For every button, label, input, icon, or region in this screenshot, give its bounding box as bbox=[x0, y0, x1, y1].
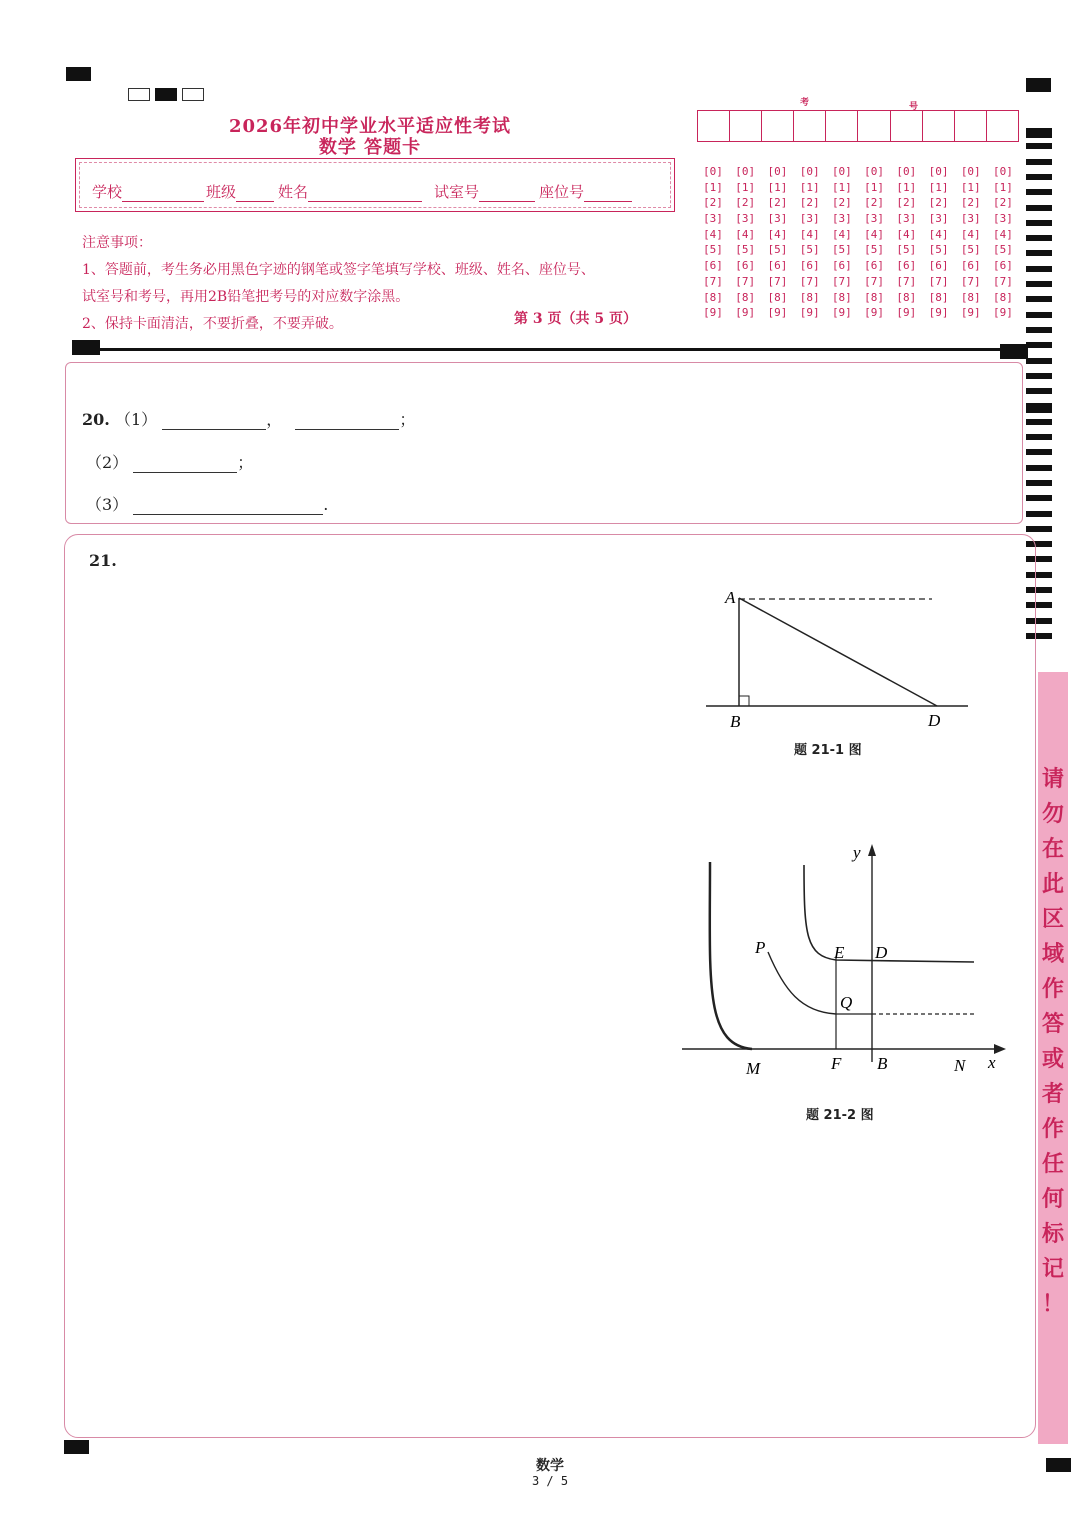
digit-bubble[interactable]: [5] bbox=[896, 243, 917, 257]
digit-bubble[interactable]: [5] bbox=[767, 243, 788, 257]
timing-mark bbox=[1026, 388, 1052, 394]
digit-bubble[interactable]: [2] bbox=[864, 196, 885, 210]
q20-p2-label: （2） bbox=[86, 453, 129, 472]
digit-bubble[interactable]: [1] bbox=[831, 180, 852, 194]
timing-mark bbox=[1026, 174, 1052, 180]
fig1-label-A: A bbox=[725, 588, 736, 607]
fig1-label-D: D bbox=[928, 711, 941, 730]
timing-mark bbox=[1026, 312, 1052, 318]
digit-bubble[interactable]: [2] bbox=[896, 196, 917, 210]
seat-field[interactable] bbox=[539, 181, 632, 202]
digit-bubble[interactable]: [8] bbox=[767, 290, 788, 304]
q20-p3-answer[interactable] bbox=[133, 498, 323, 515]
digit-bubble[interactable]: [6] bbox=[703, 259, 723, 273]
timing-mark bbox=[1026, 403, 1052, 413]
digit-bubble[interactable]: [5] bbox=[703, 243, 723, 257]
fig2-label-N: N bbox=[954, 1056, 966, 1075]
digit-bubble[interactable]: [4] bbox=[831, 227, 852, 241]
fig2-y-arrow bbox=[868, 844, 876, 856]
digit-bubble[interactable]: [8] bbox=[993, 290, 1013, 304]
fig2-curve-left bbox=[710, 862, 752, 1049]
fig2-label-Q: Q bbox=[840, 993, 853, 1012]
digit-bubble[interactable]: [5] bbox=[864, 243, 885, 257]
digit-bubble[interactable]: [0] bbox=[799, 165, 820, 178]
timing-mark bbox=[1026, 266, 1052, 272]
fig2-curve-upper bbox=[804, 865, 974, 962]
digit-bubble[interactable]: [1] bbox=[993, 180, 1013, 194]
bubble-row bbox=[697, 195, 1019, 211]
digit-bubble[interactable]: [4] bbox=[767, 227, 788, 241]
q20-part3 bbox=[86, 492, 328, 515]
fig2-x-arrow bbox=[994, 1044, 1006, 1054]
card-title: 数学 答题卡 bbox=[318, 137, 422, 158]
bubble-row bbox=[697, 242, 1019, 258]
digit-bubble[interactable]: [2] bbox=[767, 196, 788, 210]
warning-char: 区 bbox=[1041, 906, 1064, 932]
digit-bubble[interactable]: [8] bbox=[864, 290, 885, 304]
digit-bubble[interactable]: [0] bbox=[735, 165, 756, 178]
timing-mark bbox=[1026, 327, 1052, 333]
figure-21-2 bbox=[676, 840, 1012, 1100]
q20-number: 20. bbox=[82, 410, 110, 429]
digit-bubble[interactable]: [0] bbox=[993, 165, 1013, 178]
warning-char: 域 bbox=[1041, 941, 1064, 967]
bubble-row bbox=[697, 274, 1019, 290]
q20-p1-end: ； bbox=[399, 410, 416, 429]
warning-char: 作 bbox=[1041, 1116, 1064, 1142]
divider-mark-right bbox=[1000, 344, 1028, 359]
no-answer-warning-text bbox=[1038, 762, 1068, 1322]
timing-mark bbox=[1026, 128, 1052, 138]
digit-bubble[interactable]: [3] bbox=[767, 212, 788, 226]
exam-number-bubbles[interactable] bbox=[697, 164, 1019, 321]
timing-mark bbox=[1026, 511, 1052, 517]
fig2-label-y: y bbox=[853, 843, 861, 862]
class-label: 班级 bbox=[206, 183, 237, 201]
timing-mark bbox=[1026, 235, 1052, 241]
digit-bubble[interactable]: [9] bbox=[831, 306, 852, 320]
fig2-label-E: E bbox=[834, 943, 845, 962]
fig1-segment-AD bbox=[739, 598, 937, 706]
digit-bubble[interactable]: [6] bbox=[767, 259, 788, 273]
fig2-label-x: x bbox=[988, 1053, 996, 1072]
warning-char: 在 bbox=[1041, 836, 1064, 862]
bubble-row bbox=[697, 227, 1019, 243]
digit-bubble[interactable]: [7] bbox=[960, 274, 981, 288]
q20-p3-label: （3） bbox=[86, 495, 129, 514]
digit-bubble[interactable]: [7] bbox=[767, 274, 788, 288]
digit-bubble[interactable]: [6] bbox=[896, 259, 917, 273]
digit-bubble[interactable]: [2] bbox=[993, 196, 1013, 210]
warning-char: 任 bbox=[1041, 1151, 1064, 1177]
digit-bubble[interactable]: [4] bbox=[735, 227, 756, 241]
digit-bubble[interactable]: [4] bbox=[928, 227, 949, 241]
digit-bubble[interactable]: [8] bbox=[735, 290, 756, 304]
q20-p1-label: （1） bbox=[114, 410, 158, 429]
q20-p2-end: ； bbox=[237, 453, 254, 472]
digit-bubble[interactable]: [3] bbox=[703, 212, 723, 226]
q20-p2-answer[interactable] bbox=[133, 456, 237, 473]
digit-bubble[interactable]: [8] bbox=[960, 290, 981, 304]
fig1-label-B: B bbox=[730, 712, 741, 731]
digit-bubble[interactable]: [8] bbox=[896, 290, 917, 304]
digit-bubble[interactable]: [9] bbox=[799, 306, 820, 320]
q20-part1 bbox=[82, 407, 415, 430]
q20-p1-answer-a[interactable] bbox=[162, 413, 266, 430]
digit-bubble[interactable]: [2] bbox=[703, 196, 723, 210]
digit-bubble[interactable]: [0] bbox=[928, 165, 949, 178]
digit-bubble[interactable]: [3] bbox=[864, 212, 885, 226]
digit-bubble[interactable]: [7] bbox=[928, 274, 949, 288]
room-field[interactable] bbox=[434, 181, 535, 202]
q20-section bbox=[65, 362, 1023, 524]
digit-bubble[interactable]: [4] bbox=[960, 227, 981, 241]
digit-bubble[interactable]: [7] bbox=[735, 274, 756, 288]
fig2-curve-PQ bbox=[768, 952, 836, 1014]
digit-bubble[interactable]: [0] bbox=[767, 165, 788, 178]
digit-bubble[interactable]: [7] bbox=[896, 274, 917, 288]
q20-p1-answer-b[interactable] bbox=[295, 413, 399, 430]
digit-bubble[interactable]: [9] bbox=[993, 306, 1013, 320]
digit-bubble[interactable]: [6] bbox=[993, 259, 1013, 273]
digit-bubble[interactable]: [7] bbox=[831, 274, 852, 288]
digit-bubble[interactable]: [5] bbox=[735, 243, 756, 257]
digit-bubble[interactable]: [9] bbox=[735, 306, 756, 320]
digit-bubble[interactable]: [5] bbox=[960, 243, 981, 257]
digit-bubble[interactable]: [1] bbox=[735, 180, 756, 194]
timing-mark bbox=[1026, 449, 1052, 455]
class-field[interactable] bbox=[206, 181, 274, 202]
digit-bubble[interactable]: [4] bbox=[799, 227, 820, 241]
digit-bubble[interactable]: [3] bbox=[831, 212, 852, 226]
no-answer-zone bbox=[1038, 672, 1068, 1444]
digit-bubble[interactable]: [1] bbox=[703, 180, 723, 194]
digit-bubble[interactable]: [3] bbox=[993, 212, 1013, 226]
digit-bubble[interactable]: [9] bbox=[896, 306, 917, 320]
seat-label: 座位号 bbox=[539, 183, 585, 201]
fig2-label-D: D bbox=[875, 943, 888, 962]
corner-mark-bottom-right bbox=[1046, 1458, 1071, 1472]
digit-bubble[interactable]: [1] bbox=[767, 180, 788, 194]
digit-bubble[interactable]: [6] bbox=[960, 259, 981, 273]
footer-subject: 数学 bbox=[536, 1458, 564, 1474]
digit-bubble[interactable]: [3] bbox=[960, 212, 981, 226]
figure-21-1-caption: 题 21-1 图 bbox=[794, 743, 862, 758]
name-field[interactable] bbox=[278, 181, 422, 202]
digit-bubble[interactable]: [2] bbox=[928, 196, 949, 210]
corner-mark-top-right bbox=[1026, 78, 1051, 92]
timing-mark bbox=[1026, 419, 1052, 425]
digit-bubble[interactable]: [2] bbox=[799, 196, 820, 210]
digit-bubble[interactable]: [1] bbox=[799, 180, 820, 194]
timing-mark bbox=[1026, 220, 1052, 226]
notes-heading: 注意事项： bbox=[82, 235, 152, 251]
timing-mark bbox=[1026, 159, 1052, 165]
digit-bubble[interactable]: [4] bbox=[864, 227, 885, 241]
digit-bubble[interactable]: [6] bbox=[799, 259, 820, 273]
timing-mark bbox=[1026, 373, 1052, 379]
bubble-row bbox=[697, 258, 1019, 274]
school-label: 学校 bbox=[92, 183, 123, 201]
timing-mark bbox=[1026, 465, 1052, 471]
digit-bubble[interactable]: [5] bbox=[993, 243, 1013, 257]
digit-bubble[interactable]: [5] bbox=[831, 243, 852, 257]
digit-bubble[interactable]: [3] bbox=[928, 212, 949, 226]
bubble-row bbox=[697, 290, 1019, 306]
warning-char: 勿 bbox=[1041, 801, 1064, 827]
digit-bubble[interactable]: [8] bbox=[703, 290, 723, 304]
fig2-label-M: M bbox=[746, 1059, 761, 1078]
digit-bubble[interactable]: [9] bbox=[703, 306, 723, 320]
digit-bubble[interactable]: [6] bbox=[928, 259, 949, 273]
digit-bubble[interactable]: [3] bbox=[799, 212, 820, 226]
digit-bubble[interactable]: [4] bbox=[703, 227, 723, 241]
digit-bubble[interactable]: [9] bbox=[960, 306, 981, 320]
digit-bubble[interactable]: [8] bbox=[928, 290, 949, 304]
digit-bubble[interactable]: [0] bbox=[960, 165, 981, 178]
digit-bubble[interactable]: [9] bbox=[864, 306, 885, 320]
timing-mark bbox=[1026, 143, 1052, 149]
digit-bubble[interactable]: [3] bbox=[896, 212, 917, 226]
digit-bubble[interactable]: [2] bbox=[735, 196, 756, 210]
bubble-row bbox=[697, 164, 1019, 180]
timing-mark bbox=[1026, 205, 1052, 211]
warning-char: 或 bbox=[1041, 1046, 1064, 1072]
fig2-label-B: B bbox=[877, 1054, 888, 1073]
digit-bubble[interactable]: [7] bbox=[864, 274, 885, 288]
digit-bubble[interactable]: [0] bbox=[896, 165, 917, 178]
timing-mark bbox=[1026, 434, 1052, 440]
header-divider bbox=[80, 348, 1015, 351]
warning-char: ！ bbox=[1041, 1291, 1064, 1317]
page-indicator: 第 3 页（共 5 页） bbox=[514, 311, 637, 327]
digit-bubble[interactable]: [9] bbox=[767, 306, 788, 320]
digit-bubble[interactable]: [6] bbox=[864, 259, 885, 273]
warning-char: 此 bbox=[1041, 871, 1064, 897]
digit-bubble[interactable]: [4] bbox=[993, 227, 1013, 241]
footer-page: 3 / 5 bbox=[531, 1474, 569, 1488]
exam-title: 2026年初中学业水平适应性考试 bbox=[228, 116, 512, 137]
name-label: 姓名 bbox=[278, 183, 309, 201]
student-info-box bbox=[75, 158, 675, 212]
digit-bubble[interactable]: [7] bbox=[993, 274, 1013, 288]
digit-bubble[interactable]: [9] bbox=[928, 306, 949, 320]
fig2-label-F: F bbox=[831, 1054, 842, 1073]
q21-number: 21. bbox=[89, 551, 117, 570]
timing-mark bbox=[1026, 281, 1052, 287]
timing-mark bbox=[1026, 342, 1052, 348]
timing-mark bbox=[1026, 526, 1052, 532]
digit-bubble[interactable]: [1] bbox=[960, 180, 981, 194]
divider-mark-left bbox=[72, 340, 100, 355]
digit-bubble[interactable]: [7] bbox=[703, 274, 723, 288]
fig1-right-angle-mark bbox=[739, 696, 749, 706]
notes-item2: 2、保持卡面清洁，不要折叠，不要弄破。 bbox=[82, 316, 343, 332]
warning-char: 请 bbox=[1041, 766, 1064, 792]
timing-mark bbox=[1026, 189, 1052, 195]
fig2-label-P: P bbox=[755, 938, 766, 957]
timing-mark bbox=[1026, 296, 1052, 302]
page-boxes bbox=[128, 88, 206, 101]
notes-item1-line2: 试室号和考号，再用2B铅笔把考号的对应数字涂黑。 bbox=[82, 289, 410, 305]
corner-mark-top-left bbox=[66, 67, 91, 81]
bubble-row bbox=[697, 180, 1019, 196]
warning-char: 何 bbox=[1041, 1186, 1064, 1212]
digit-bubble[interactable]: [0] bbox=[831, 165, 852, 178]
notes-item1-line1: 1、答题前，考生务必用黑色字迹的钢笔或签字笔填写学校、班级、姓名、座位号、 bbox=[82, 262, 595, 278]
school-field[interactable] bbox=[92, 181, 204, 202]
timing-mark bbox=[1026, 358, 1052, 364]
q20-part2 bbox=[86, 450, 253, 473]
digit-bubble[interactable]: [1] bbox=[896, 180, 917, 194]
digit-bubble[interactable]: [6] bbox=[831, 259, 852, 273]
digit-bubble[interactable]: [5] bbox=[799, 243, 820, 257]
digit-bubble[interactable]: [1] bbox=[864, 180, 885, 194]
warning-char: 答 bbox=[1041, 1011, 1064, 1037]
warning-char: 作 bbox=[1041, 976, 1064, 1002]
timing-mark bbox=[1026, 495, 1052, 501]
warning-char: 者 bbox=[1041, 1081, 1064, 1107]
digit-bubble[interactable]: [0] bbox=[703, 165, 723, 178]
digit-bubble[interactable]: [7] bbox=[799, 274, 820, 288]
bubble-row bbox=[697, 305, 1019, 321]
figure-21-2-caption: 题 21-2 图 bbox=[806, 1108, 874, 1123]
digit-bubble[interactable]: [2] bbox=[960, 196, 981, 210]
digit-bubble[interactable]: [8] bbox=[799, 290, 820, 304]
q20-p3-end: . bbox=[323, 495, 329, 514]
exam-number-label-2: 号 bbox=[909, 102, 919, 112]
digit-bubble[interactable]: [8] bbox=[831, 290, 852, 304]
bubble-row bbox=[697, 211, 1019, 227]
warning-char: 标 bbox=[1041, 1221, 1064, 1247]
exam-number-boxes[interactable] bbox=[697, 110, 1019, 142]
digit-bubble[interactable]: [0] bbox=[864, 165, 885, 178]
q20-p1-sep: ， bbox=[266, 410, 283, 429]
corner-mark-bottom-left bbox=[64, 1440, 89, 1454]
timing-mark bbox=[1026, 250, 1052, 256]
digit-bubble[interactable]: [4] bbox=[896, 227, 917, 241]
digit-bubble[interactable]: [1] bbox=[928, 180, 949, 194]
warning-char: 记 bbox=[1041, 1256, 1064, 1282]
digit-bubble[interactable]: [3] bbox=[735, 212, 756, 226]
timing-mark bbox=[1026, 480, 1052, 486]
digit-bubble[interactable]: [5] bbox=[928, 243, 949, 257]
exam-number-label-1: 考 bbox=[800, 98, 810, 108]
digit-bubble[interactable]: [6] bbox=[735, 259, 756, 273]
digit-bubble[interactable]: [2] bbox=[831, 196, 852, 210]
room-label: 试室号 bbox=[434, 183, 480, 201]
